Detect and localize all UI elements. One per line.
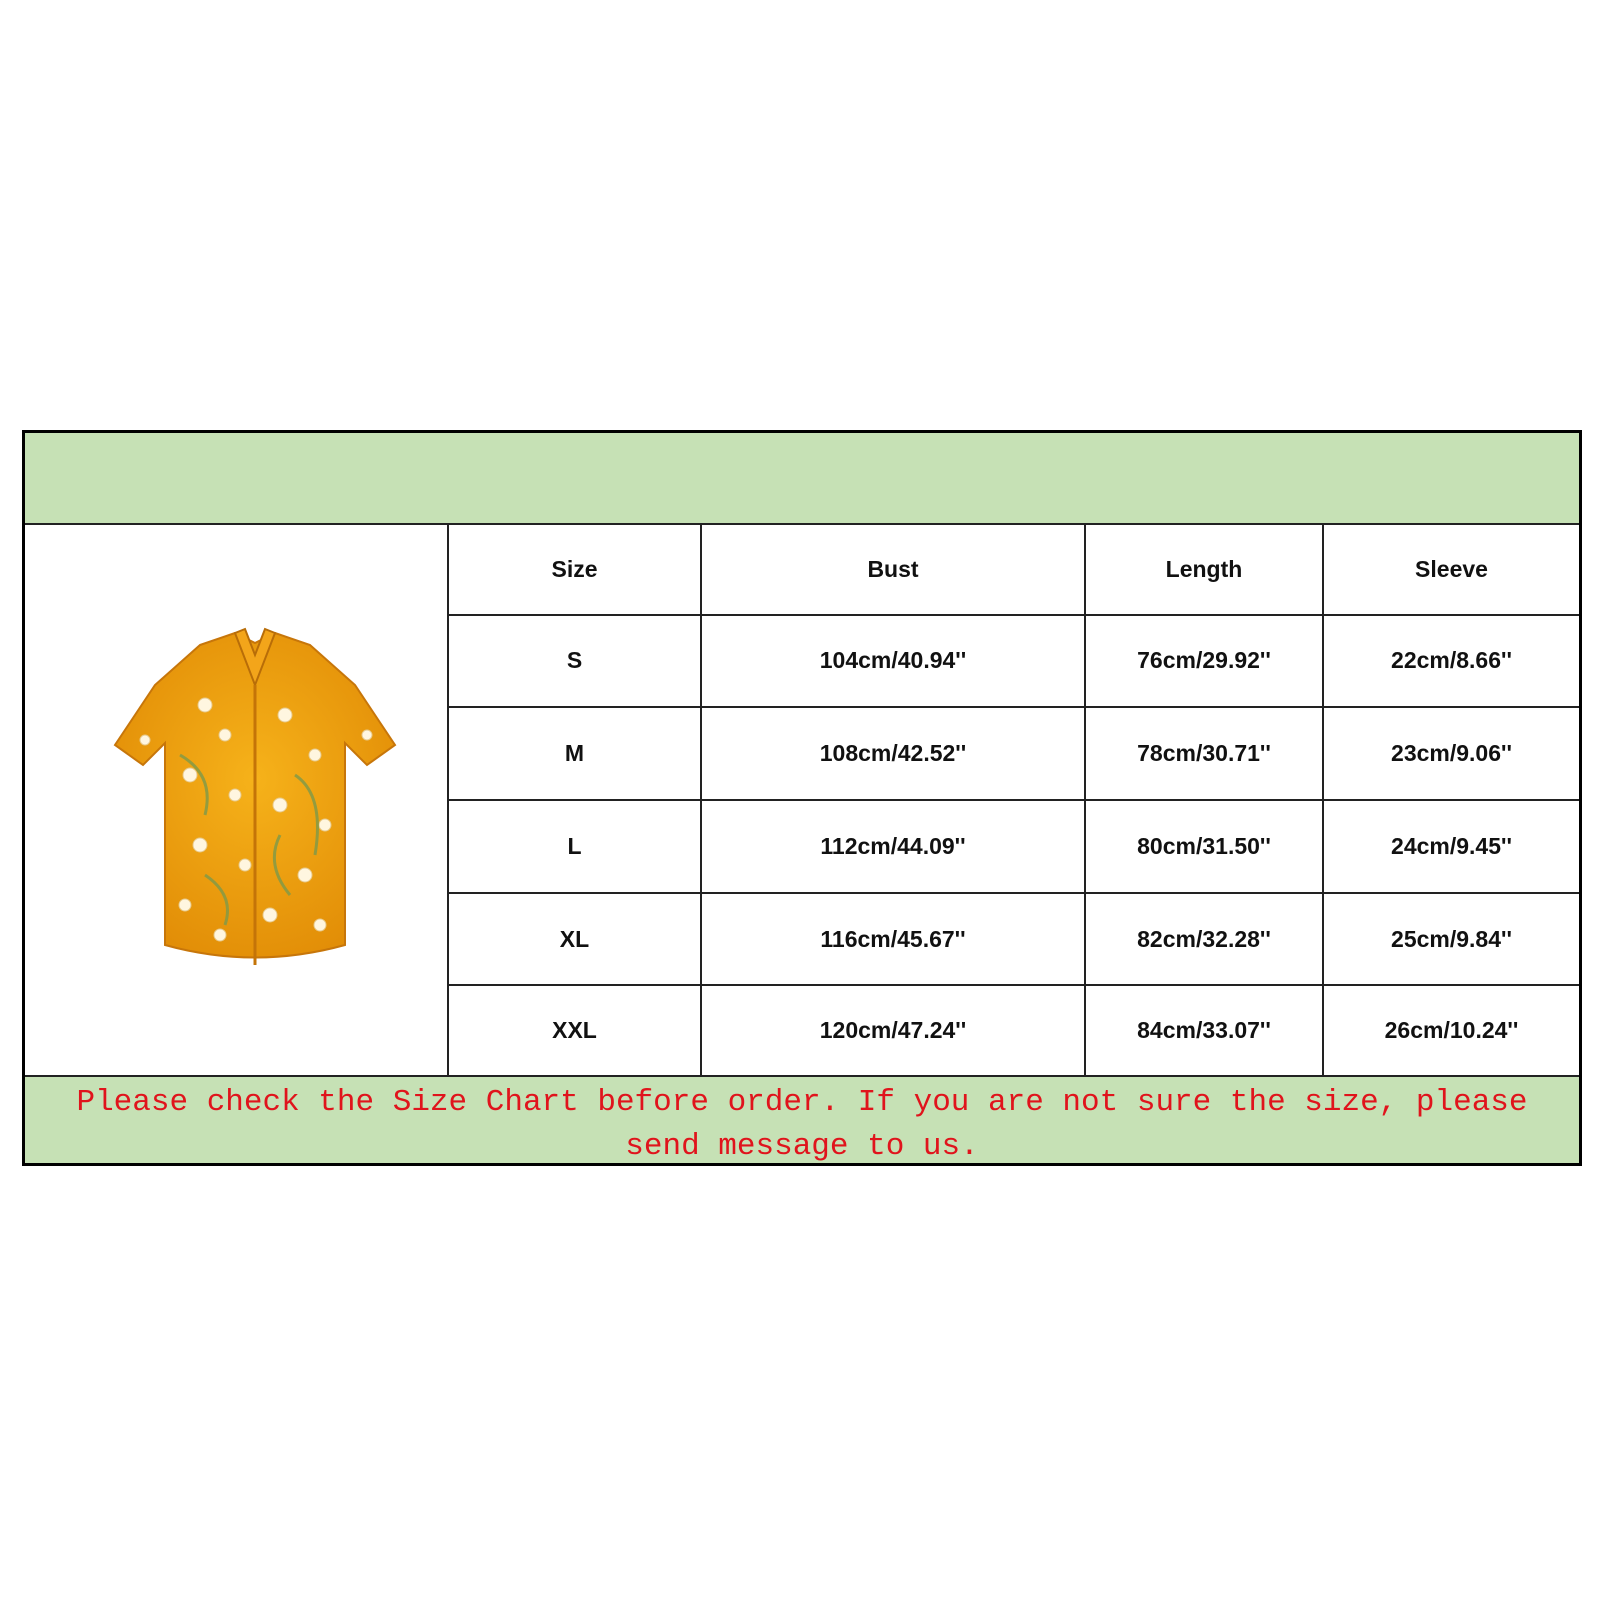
table-row — [449, 985, 1579, 1075]
bust-cell: 120cm/47.24'' — [701, 985, 1085, 1075]
bust-cell: 104cm/40.94'' — [701, 615, 1085, 708]
size-cell: M — [449, 707, 701, 800]
header-size: Size — [449, 525, 701, 615]
size-cell: S — [449, 615, 701, 708]
table-row — [449, 893, 1579, 986]
size-cell: XL — [449, 893, 701, 986]
sleeve-cell: 24cm/9.45'' — [1323, 800, 1579, 893]
bust-cell: 116cm/45.67'' — [701, 893, 1085, 986]
sleeve-cell: 23cm/9.06'' — [1323, 707, 1579, 800]
length-cell: 82cm/32.28'' — [1085, 893, 1323, 986]
table-row — [449, 800, 1579, 893]
size-chart — [22, 430, 1582, 1166]
sleeve-cell: 22cm/8.66'' — [1323, 615, 1579, 708]
size-cell: L — [449, 800, 701, 893]
size-cell: XXL — [449, 985, 701, 1075]
length-cell: 78cm/30.71'' — [1085, 707, 1323, 800]
length-cell: 76cm/29.92'' — [1085, 615, 1323, 708]
sleeve-cell: 25cm/9.84'' — [1323, 893, 1579, 986]
size-chart-note: Please check the Size Chart before order. If you are not sure the size, please send message to us. — [25, 1075, 1579, 1163]
table-row — [449, 707, 1579, 800]
product-image-cell — [25, 525, 449, 1075]
header-sleeve: Sleeve — [1323, 525, 1579, 615]
header-length: Length — [1085, 525, 1323, 615]
table-row — [449, 615, 1579, 708]
table-header-row — [449, 525, 1579, 615]
length-cell: 80cm/31.50'' — [1085, 800, 1323, 893]
floral-shirt-icon — [105, 625, 405, 985]
size-table — [449, 525, 1579, 1075]
sleeve-cell: 26cm/10.24'' — [1323, 985, 1579, 1075]
bust-cell: 112cm/44.09'' — [701, 800, 1085, 893]
length-cell: 84cm/33.07'' — [1085, 985, 1323, 1075]
header-bust: Bust — [701, 525, 1085, 615]
header-band — [25, 433, 1579, 525]
bust-cell: 108cm/42.52'' — [701, 707, 1085, 800]
